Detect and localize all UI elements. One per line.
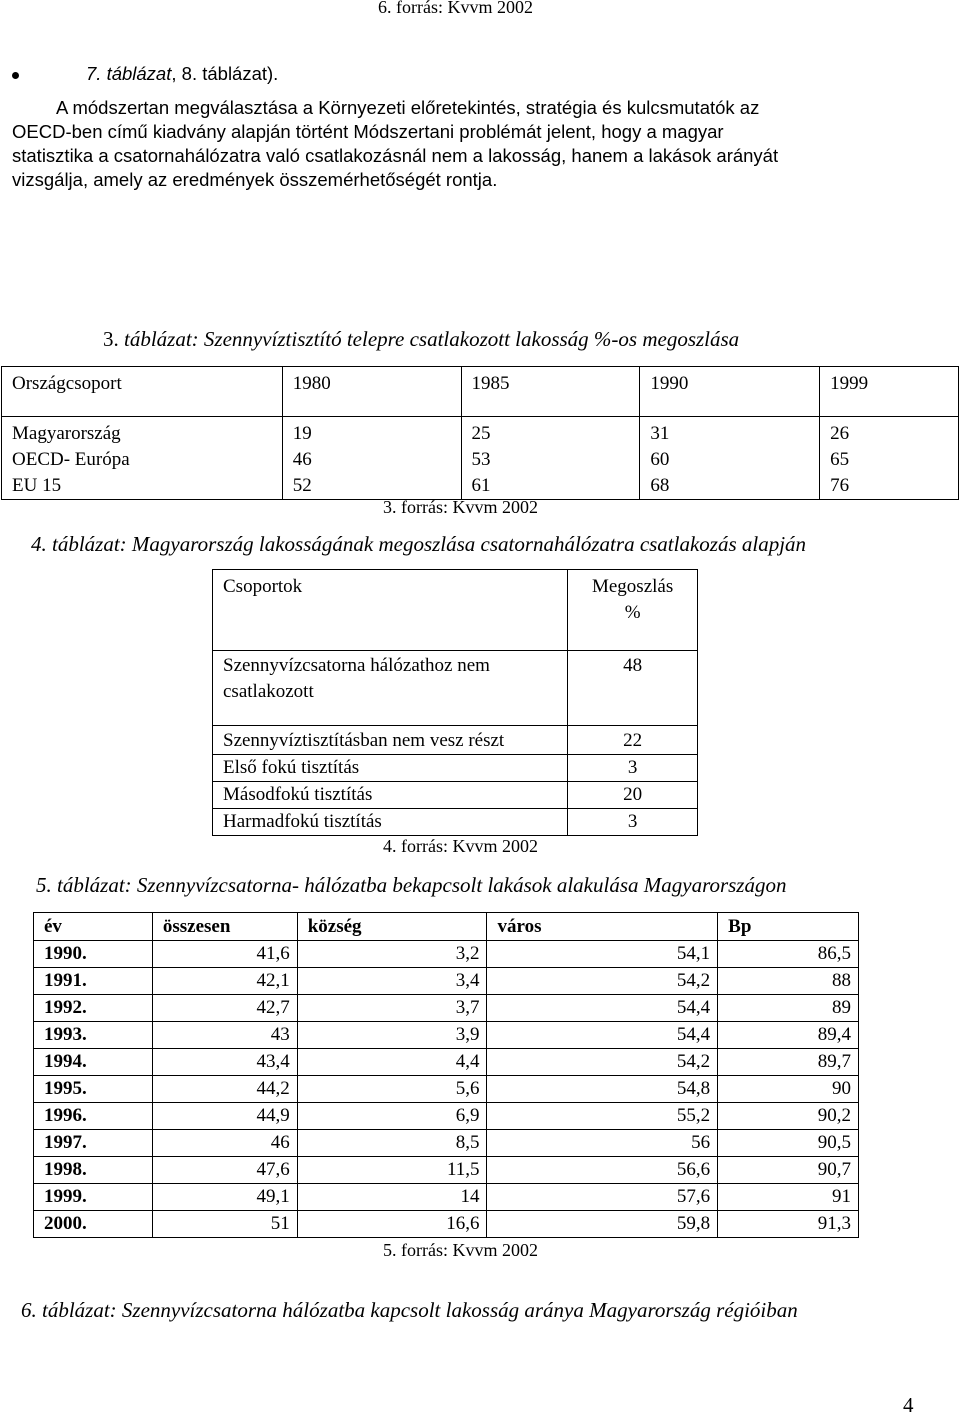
- table5: [33, 912, 859, 1238]
- table5-cell: 5,6: [297, 1076, 487, 1103]
- table6-caption: 6. táblázat: Szennyvízcsatorna hálózatba kapcsolt lakosság aránya Magyarország régióiban: [21, 1298, 798, 1322]
- table-row: [2, 417, 959, 448]
- table4-cell: 3: [568, 755, 698, 782]
- table-row: [34, 1022, 859, 1049]
- table5-cell: 1995.: [34, 1076, 153, 1103]
- bullet-italic: 7. táblázat: [86, 63, 172, 84]
- table5-cell: 54,1: [487, 941, 718, 968]
- table5-cell: 54,4: [487, 1022, 718, 1049]
- table4-cell: 22: [568, 726, 698, 755]
- table-row: [34, 1076, 859, 1103]
- table3-header-cell: 1980: [282, 367, 461, 417]
- table4-cell: 3: [568, 809, 698, 836]
- table4-header-line: Megoszlás: [591, 576, 674, 597]
- table3-cell: 26: [820, 417, 959, 448]
- table5-cell: 56: [487, 1130, 718, 1157]
- table5-cell: 43,4: [152, 1049, 297, 1076]
- table4-header-line: %: [624, 602, 641, 623]
- table3-cell: 31: [640, 417, 820, 448]
- table-row: [34, 968, 859, 995]
- table5-cell: 42,1: [152, 968, 297, 995]
- table5-cell: 1997.: [34, 1130, 153, 1157]
- paragraph-line: A módszertan megválasztása a Környezeti előretekintés, stratégia és kulcsmutatók az: [56, 97, 760, 118]
- page-number: 4: [903, 1393, 914, 1417]
- table5-caption: 5. táblázat: Szennyvízcsatorna- hálózatba bekapcsolt lakások alakulása Magyarországon: [36, 873, 787, 897]
- table5-cell: 90,5: [718, 1130, 859, 1157]
- table5-cell: 43: [152, 1022, 297, 1049]
- table-row: [213, 726, 698, 755]
- table5-header-cell: összesen: [152, 913, 297, 941]
- paragraph-line: vizsgálja, amely az eredmények összemérhetőségét rontja.: [12, 169, 498, 190]
- table5-cell: 1992.: [34, 995, 153, 1022]
- table3-header-row: [2, 367, 959, 417]
- table5-cell: 1999.: [34, 1184, 153, 1211]
- table5-cell: 91,3: [718, 1211, 859, 1238]
- table3-cell: 46: [282, 447, 461, 473]
- table4-cell: 48: [568, 651, 698, 726]
- table3-cell: 65: [820, 447, 959, 473]
- table5-cell: 11,5: [297, 1157, 487, 1184]
- table5-header-row: [34, 913, 859, 941]
- table5-cell: 56,6: [487, 1157, 718, 1184]
- table4-cell-line: csatlakozott: [223, 681, 314, 702]
- table3-cell: EU 15: [2, 473, 283, 500]
- table-row: [213, 755, 698, 782]
- table5-header-cell: év: [34, 913, 153, 941]
- table5-cell: 1991.: [34, 968, 153, 995]
- table5-cell: 86,5: [718, 941, 859, 968]
- table5-cell: 1990.: [34, 941, 153, 968]
- table-row: [213, 809, 698, 836]
- table5-cell: 54,8: [487, 1076, 718, 1103]
- table5-cell: 90,7: [718, 1157, 859, 1184]
- table4-cell: 20: [568, 782, 698, 809]
- table5-cell: 49,1: [152, 1184, 297, 1211]
- table5-cell: 54,4: [487, 995, 718, 1022]
- table4-source: 4. forrás: Kvvm 2002: [383, 836, 538, 856]
- table5-header-cell: község: [297, 913, 487, 941]
- table4-header-cell: Csoportok: [213, 570, 568, 651]
- table5-cell: 14: [297, 1184, 487, 1211]
- bullet-text: [86, 63, 278, 85]
- table3-cell: 76: [820, 473, 959, 500]
- table4-caption: 4. táblázat: Magyarország lakosságának megoszlása csatornahálózatra csatlakozás alapján: [31, 532, 807, 556]
- table-row: [34, 1184, 859, 1211]
- table5-cell: 3,7: [297, 995, 487, 1022]
- table5-cell: 57,6: [487, 1184, 718, 1211]
- table5-cell: 55,2: [487, 1103, 718, 1130]
- table5-cell: 3,4: [297, 968, 487, 995]
- table5-cell: 1996.: [34, 1103, 153, 1130]
- table4-header-cell: [568, 570, 698, 651]
- table3-cell: 68: [640, 473, 820, 500]
- table3-caption: [103, 327, 739, 352]
- table5-cell: 90,2: [718, 1103, 859, 1130]
- table5-source: 5. forrás: Kvvm 2002: [383, 1240, 538, 1260]
- table5-cell: 3,2: [297, 941, 487, 968]
- table3-cell: 60: [640, 447, 820, 473]
- table-row: [213, 782, 698, 809]
- table3-cell: 53: [461, 447, 640, 473]
- table5-cell: 89: [718, 995, 859, 1022]
- intro-paragraph: [12, 96, 778, 192]
- table5-cell: 1998.: [34, 1157, 153, 1184]
- bullet-dot: [12, 72, 19, 79]
- table3-cell: 25: [461, 417, 640, 448]
- table3-cell: Magyarország: [2, 417, 283, 448]
- table-row: [2, 473, 959, 500]
- table3-cell: OECD- Európa: [2, 447, 283, 473]
- table5-cell: 41,6: [152, 941, 297, 968]
- table3-caption-text: táblázat: Szennyvíztisztító telepre csatlakozott lakosság %-os megoszlása: [118, 327, 740, 351]
- table5-cell: 1994.: [34, 1049, 153, 1076]
- table5-cell: 42,7: [152, 995, 297, 1022]
- table4-cell: Harmadfokú tisztítás: [213, 809, 568, 836]
- table-row: [2, 447, 959, 473]
- table5-cell: 4,4: [297, 1049, 487, 1076]
- header-source: 6. forrás: Kvvm 2002: [378, 0, 533, 17]
- table3-cell: 19: [282, 417, 461, 448]
- table3: [1, 366, 959, 500]
- table5-header-cell: Bp: [718, 913, 859, 941]
- table5-cell: 54,2: [487, 968, 718, 995]
- table3-caption-num: 3.: [103, 327, 119, 351]
- table5-cell: 89,7: [718, 1049, 859, 1076]
- table5-cell: 46: [152, 1130, 297, 1157]
- table5-cell: 51: [152, 1211, 297, 1238]
- table3-header-cell: 1990: [640, 367, 820, 417]
- table5-cell: 8,5: [297, 1130, 487, 1157]
- table4-cell-line: Szennyvízcsatorna hálózathoz nem: [223, 655, 490, 676]
- table4: [212, 569, 698, 836]
- table5-cell: 2000.: [34, 1211, 153, 1238]
- table5-cell: 54,2: [487, 1049, 718, 1076]
- table-row: [34, 1130, 859, 1157]
- table4-cell: Első fokú tisztítás: [213, 755, 568, 782]
- table3-header-cell: 1999: [820, 367, 959, 417]
- table3-header-cell: Országcsoport: [2, 367, 283, 417]
- table5-header-cell: város: [487, 913, 718, 941]
- table-row: [34, 995, 859, 1022]
- table3-header-cell: 1985: [461, 367, 640, 417]
- table4-cell: [213, 651, 568, 726]
- table3-cell: 61: [461, 473, 640, 500]
- table5-cell: 89,4: [718, 1022, 859, 1049]
- table5-cell: 44,2: [152, 1076, 297, 1103]
- table3-source: 3. forrás: Kvvm 2002: [383, 497, 538, 517]
- table-row: [34, 1049, 859, 1076]
- table5-cell: 88: [718, 968, 859, 995]
- table-row: [34, 1157, 859, 1184]
- table5-cell: 1993.: [34, 1022, 153, 1049]
- table4-header-row: [213, 570, 698, 651]
- table5-cell: 91: [718, 1184, 859, 1211]
- paragraph-line: statisztika a csatornahálózatra való csatlakozásnál nem a lakosság, hanem a lakások arányát: [12, 145, 779, 166]
- table5-cell: 44,9: [152, 1103, 297, 1130]
- table4-cell: Másodfokú tisztítás: [213, 782, 568, 809]
- table-row: [34, 1103, 859, 1130]
- table5-cell: 6,9: [297, 1103, 487, 1130]
- paragraph-line: OECD-ben című kiadvány alapján történt Módszertani problémát jelent, hogy a magyar: [12, 121, 724, 142]
- table-row: [34, 941, 859, 968]
- table5-cell: 47,6: [152, 1157, 297, 1184]
- table5-cell: 90: [718, 1076, 859, 1103]
- table5-cell: 59,8: [487, 1211, 718, 1238]
- table5-cell: 16,6: [297, 1211, 487, 1238]
- table5-cell: 3,9: [297, 1022, 487, 1049]
- table-row: [34, 1211, 859, 1238]
- table3-cell: 52: [282, 473, 461, 500]
- bullet-plain: , 8. táblázat).: [171, 63, 279, 84]
- table-row: [213, 651, 698, 726]
- table4-cell: Szennyvíztisztításban nem vesz részt: [213, 726, 568, 755]
